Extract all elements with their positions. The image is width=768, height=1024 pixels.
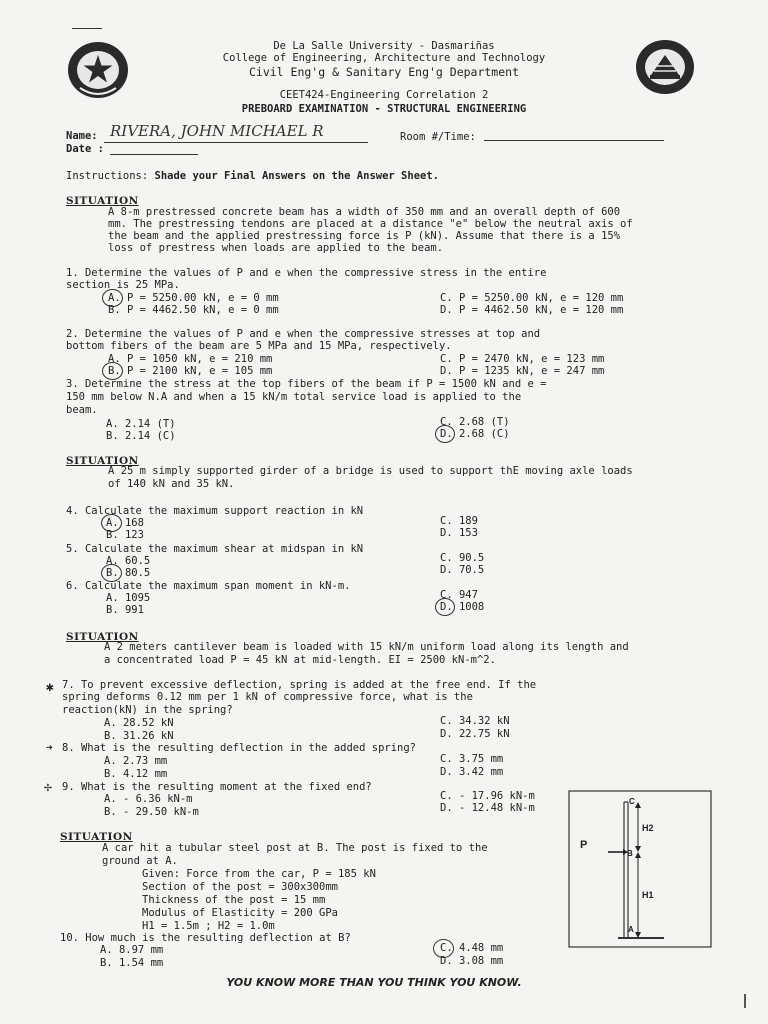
choice-1d[interactable]: D. P = 4462.50 kN, e = 120 mm bbox=[440, 304, 624, 316]
question-4-text: 4. Calculate the maximum support reaction in kN bbox=[66, 505, 364, 517]
question-10-text: 10. How much is the resulting deflection at B? bbox=[60, 932, 351, 944]
answer-circle-mark bbox=[102, 289, 123, 307]
choice-2d[interactable]: D. P = 1235 kN, e = 247 mm bbox=[440, 365, 605, 377]
choice-6d[interactable]: D. 1008 bbox=[440, 601, 485, 613]
room-label: Room #/Time: bbox=[400, 131, 476, 143]
choice-4c[interactable]: C. 189 bbox=[440, 515, 478, 527]
choice-6b[interactable]: B. 991 bbox=[106, 604, 144, 616]
situation-4-line: ground at A. bbox=[102, 855, 178, 867]
choice-4d[interactable]: D. 153 bbox=[440, 527, 478, 539]
choice-5a[interactable]: A. 60.5 bbox=[106, 555, 151, 567]
situation-4-label: SITUATION bbox=[60, 831, 133, 843]
arrow-mark: ➜ bbox=[46, 741, 53, 754]
choice-9d[interactable]: D. - 12.48 kN-m bbox=[440, 802, 535, 814]
choice-10a[interactable]: A. 8.97 mm bbox=[100, 944, 164, 956]
choice-1a[interactable]: A. P = 5250.00 kN, e = 0 mm bbox=[108, 292, 279, 304]
university-name: De La Salle University - Dasmariñas bbox=[273, 40, 495, 52]
situation-4-given: Given: Force from the car, P = 185 kN bbox=[142, 868, 376, 880]
situation-1-line: mm. The prestressing tendons are placed at a distance "e" below the neutral axis of bbox=[108, 218, 633, 230]
choice-2a[interactable]: A. P = 1050 kN, e = 210 mm bbox=[108, 353, 273, 365]
cross-mark: ✢ bbox=[44, 780, 52, 795]
diagram-label-c: C bbox=[629, 797, 635, 806]
situation-1-line: A 8-m prestressed concrete beam has a width of 350 mm and an overall depth of 600 bbox=[108, 206, 621, 218]
situation-4-line: A car hit a tubular steel post at B. The post is fixed to the bbox=[102, 842, 488, 854]
instructions bbox=[66, 170, 439, 182]
choice-3d[interactable]: D. 2.68 (C) bbox=[440, 428, 510, 440]
instructions-text: Shade your Final Answers on the Answer Sheet. bbox=[154, 170, 439, 182]
choice-7b[interactable]: B. 31.26 kN bbox=[104, 730, 174, 742]
answer-circle-mark bbox=[435, 598, 455, 616]
question-3-text: 3. Determine the stress at the top fibers of the beam if P = 1500 kN and e = bbox=[66, 378, 547, 390]
choice-3c[interactable]: C. 2.68 (T) bbox=[440, 416, 510, 428]
situation-4-given: Section of the post = 300x300mm bbox=[142, 881, 338, 893]
diagram-label-h2: H2 bbox=[642, 823, 654, 833]
choice-9b[interactable]: B. - 29.50 kN-m bbox=[104, 806, 199, 818]
room-underline bbox=[484, 140, 664, 141]
situation-2-label: SITUATION bbox=[66, 455, 139, 467]
choice-4b[interactable]: B. 123 bbox=[106, 529, 144, 541]
choice-7c[interactable]: C. 34.32 kN bbox=[440, 715, 510, 727]
question-5-text: 5. Calculate the maximum shear at midspan in kN bbox=[66, 543, 364, 555]
situation-4-given: Modulus of Elasticity = 200 GPa bbox=[142, 907, 338, 919]
situation-1-line: the beam and the applied prestressing force is P (kN). Assume that there is a 15% bbox=[108, 230, 621, 242]
choice-10c[interactable]: C. 4.48 mm bbox=[440, 942, 504, 954]
choice-6a[interactable]: A. 1095 bbox=[106, 592, 151, 604]
choice-3a[interactable]: A. 2.14 (T) bbox=[106, 418, 176, 430]
situation-2-line: of 140 kN and 35 kN. bbox=[108, 478, 235, 490]
choice-10d[interactable]: D. 3.08 mm bbox=[440, 955, 504, 967]
question-3-text: beam. bbox=[66, 404, 98, 416]
question-2-text: 2. Determine the values of P and e when the compressive stresses at top and bbox=[66, 328, 541, 340]
choice-6c[interactable]: C. 947 bbox=[440, 589, 478, 601]
answer-circle-mark bbox=[101, 514, 122, 532]
diagram-label-p: P bbox=[580, 839, 588, 851]
question-7-text: spring deforms 0.12 mm per 1 kN of compressive force, what is the bbox=[62, 691, 473, 703]
situation-4-given: H1 = 1.5m ; H2 = 1.0m bbox=[142, 920, 275, 932]
choice-5c[interactable]: C. 90.5 bbox=[440, 552, 485, 564]
tubular-post-diagram bbox=[568, 790, 713, 950]
question-9-text: 9. What is the resulting moment at the fixed end? bbox=[62, 781, 372, 793]
question-1-text: section is 25 MPa. bbox=[66, 279, 180, 291]
college-name: College of Engineering, Architecture and Technology bbox=[222, 52, 546, 64]
choice-7a[interactable]: A. 28.52 kN bbox=[104, 717, 174, 729]
question-7-text: reaction(kN) in the spring? bbox=[62, 704, 233, 716]
diagram-label-a: A bbox=[628, 925, 634, 934]
choice-4a[interactable]: A. 168 bbox=[106, 517, 144, 529]
choice-1c[interactable]: C. P = 5250.00 kN, e = 120 mm bbox=[440, 292, 624, 304]
question-7-text: 7. To prevent excessive deflection, spring is added at the free end. If the bbox=[62, 679, 537, 691]
choice-8c[interactable]: C. 3.75 mm bbox=[440, 753, 504, 765]
situation-1-line: loss of prestress when loads are applied to the beam. bbox=[108, 242, 444, 254]
choice-3b[interactable]: B. 2.14 (C) bbox=[106, 430, 176, 442]
choice-9c[interactable]: C. - 17.96 kN-m bbox=[440, 790, 535, 802]
choice-5d[interactable]: D. 70.5 bbox=[440, 564, 485, 576]
situation-3-label: SITUATION bbox=[66, 631, 139, 643]
choice-8b[interactable]: B. 4.12 mm bbox=[104, 768, 168, 780]
choice-7d[interactable]: D. 22.75 kN bbox=[440, 728, 510, 740]
asterisk-mark: ✱ bbox=[46, 680, 54, 695]
choice-1b[interactable]: B. P = 4462.50 kN, e = 0 mm bbox=[108, 304, 279, 316]
name-underline bbox=[104, 142, 368, 143]
choice-9a[interactable]: A. - 6.36 kN-m bbox=[104, 793, 193, 805]
choice-2b[interactable]: B. P = 2100 kN, e = 105 mm bbox=[108, 365, 273, 377]
question-2-text: bottom fibers of the beam are 5 MPa and 15 MPa, respectively. bbox=[66, 340, 452, 352]
date-label: Date : bbox=[66, 143, 104, 155]
footer-motto: YOU KNOW MORE THAN YOU THINK YOU KNOW. bbox=[226, 976, 522, 989]
question-6-text: 6. Calculate the maximum span moment in kN-m. bbox=[66, 580, 351, 592]
question-1-text: 1. Determine the values of P and e when the compressive stress in the entire bbox=[66, 267, 547, 279]
question-8-text: 8. What is the resulting deflection in the added spring? bbox=[62, 742, 417, 754]
diagram-label-h1: H1 bbox=[642, 890, 654, 900]
instructions-label: Instructions: bbox=[66, 170, 149, 182]
situation-3-line: a concentrated load P = 45 kN at mid-length. EI = 2500 kN-m^2. bbox=[104, 654, 496, 666]
course-title: CEET424-Engineering Correlation 2 bbox=[279, 89, 489, 101]
situation-2-line: A 25 m simply supported girder of a bridge is used to support thE moving axle loads bbox=[108, 465, 633, 477]
name-label: Name: bbox=[66, 130, 98, 142]
diagram-label-b: B bbox=[627, 849, 633, 858]
exam-title: PREBOARD EXAMINATION - STRUCTURAL ENGINEERING bbox=[241, 103, 527, 115]
department-name: Civil Eng'g & Sanitary Eng'g Department bbox=[248, 65, 520, 79]
answer-circle-mark bbox=[435, 425, 455, 443]
situation-3-line: A 2 meters cantilever beam is loaded with 15 kN/m uniform load along its length and bbox=[104, 641, 629, 653]
edge-mark bbox=[744, 994, 746, 1008]
choice-5b[interactable]: B. 80.5 bbox=[106, 567, 151, 579]
situation-1-label: SITUATION bbox=[66, 195, 139, 207]
situation-4-given: Thickness of the post = 15 mm bbox=[142, 894, 326, 906]
choice-2c[interactable]: C. P = 2470 kN, e = 123 mm bbox=[440, 353, 605, 365]
answer-circle-mark bbox=[433, 939, 454, 958]
choice-8d[interactable]: D. 3.42 mm bbox=[440, 766, 504, 778]
choice-10b[interactable]: B. 1.54 mm bbox=[100, 957, 164, 969]
choice-8a[interactable]: A. 2.73 mm bbox=[104, 755, 168, 767]
top-rule bbox=[72, 28, 102, 29]
name-value: RIVERA, JOHN MICHAEL R bbox=[110, 122, 324, 140]
date-underline bbox=[110, 154, 198, 155]
question-3-text: 150 mm below N.A and when a 15 kN/m total service load is applied to the bbox=[66, 391, 522, 403]
